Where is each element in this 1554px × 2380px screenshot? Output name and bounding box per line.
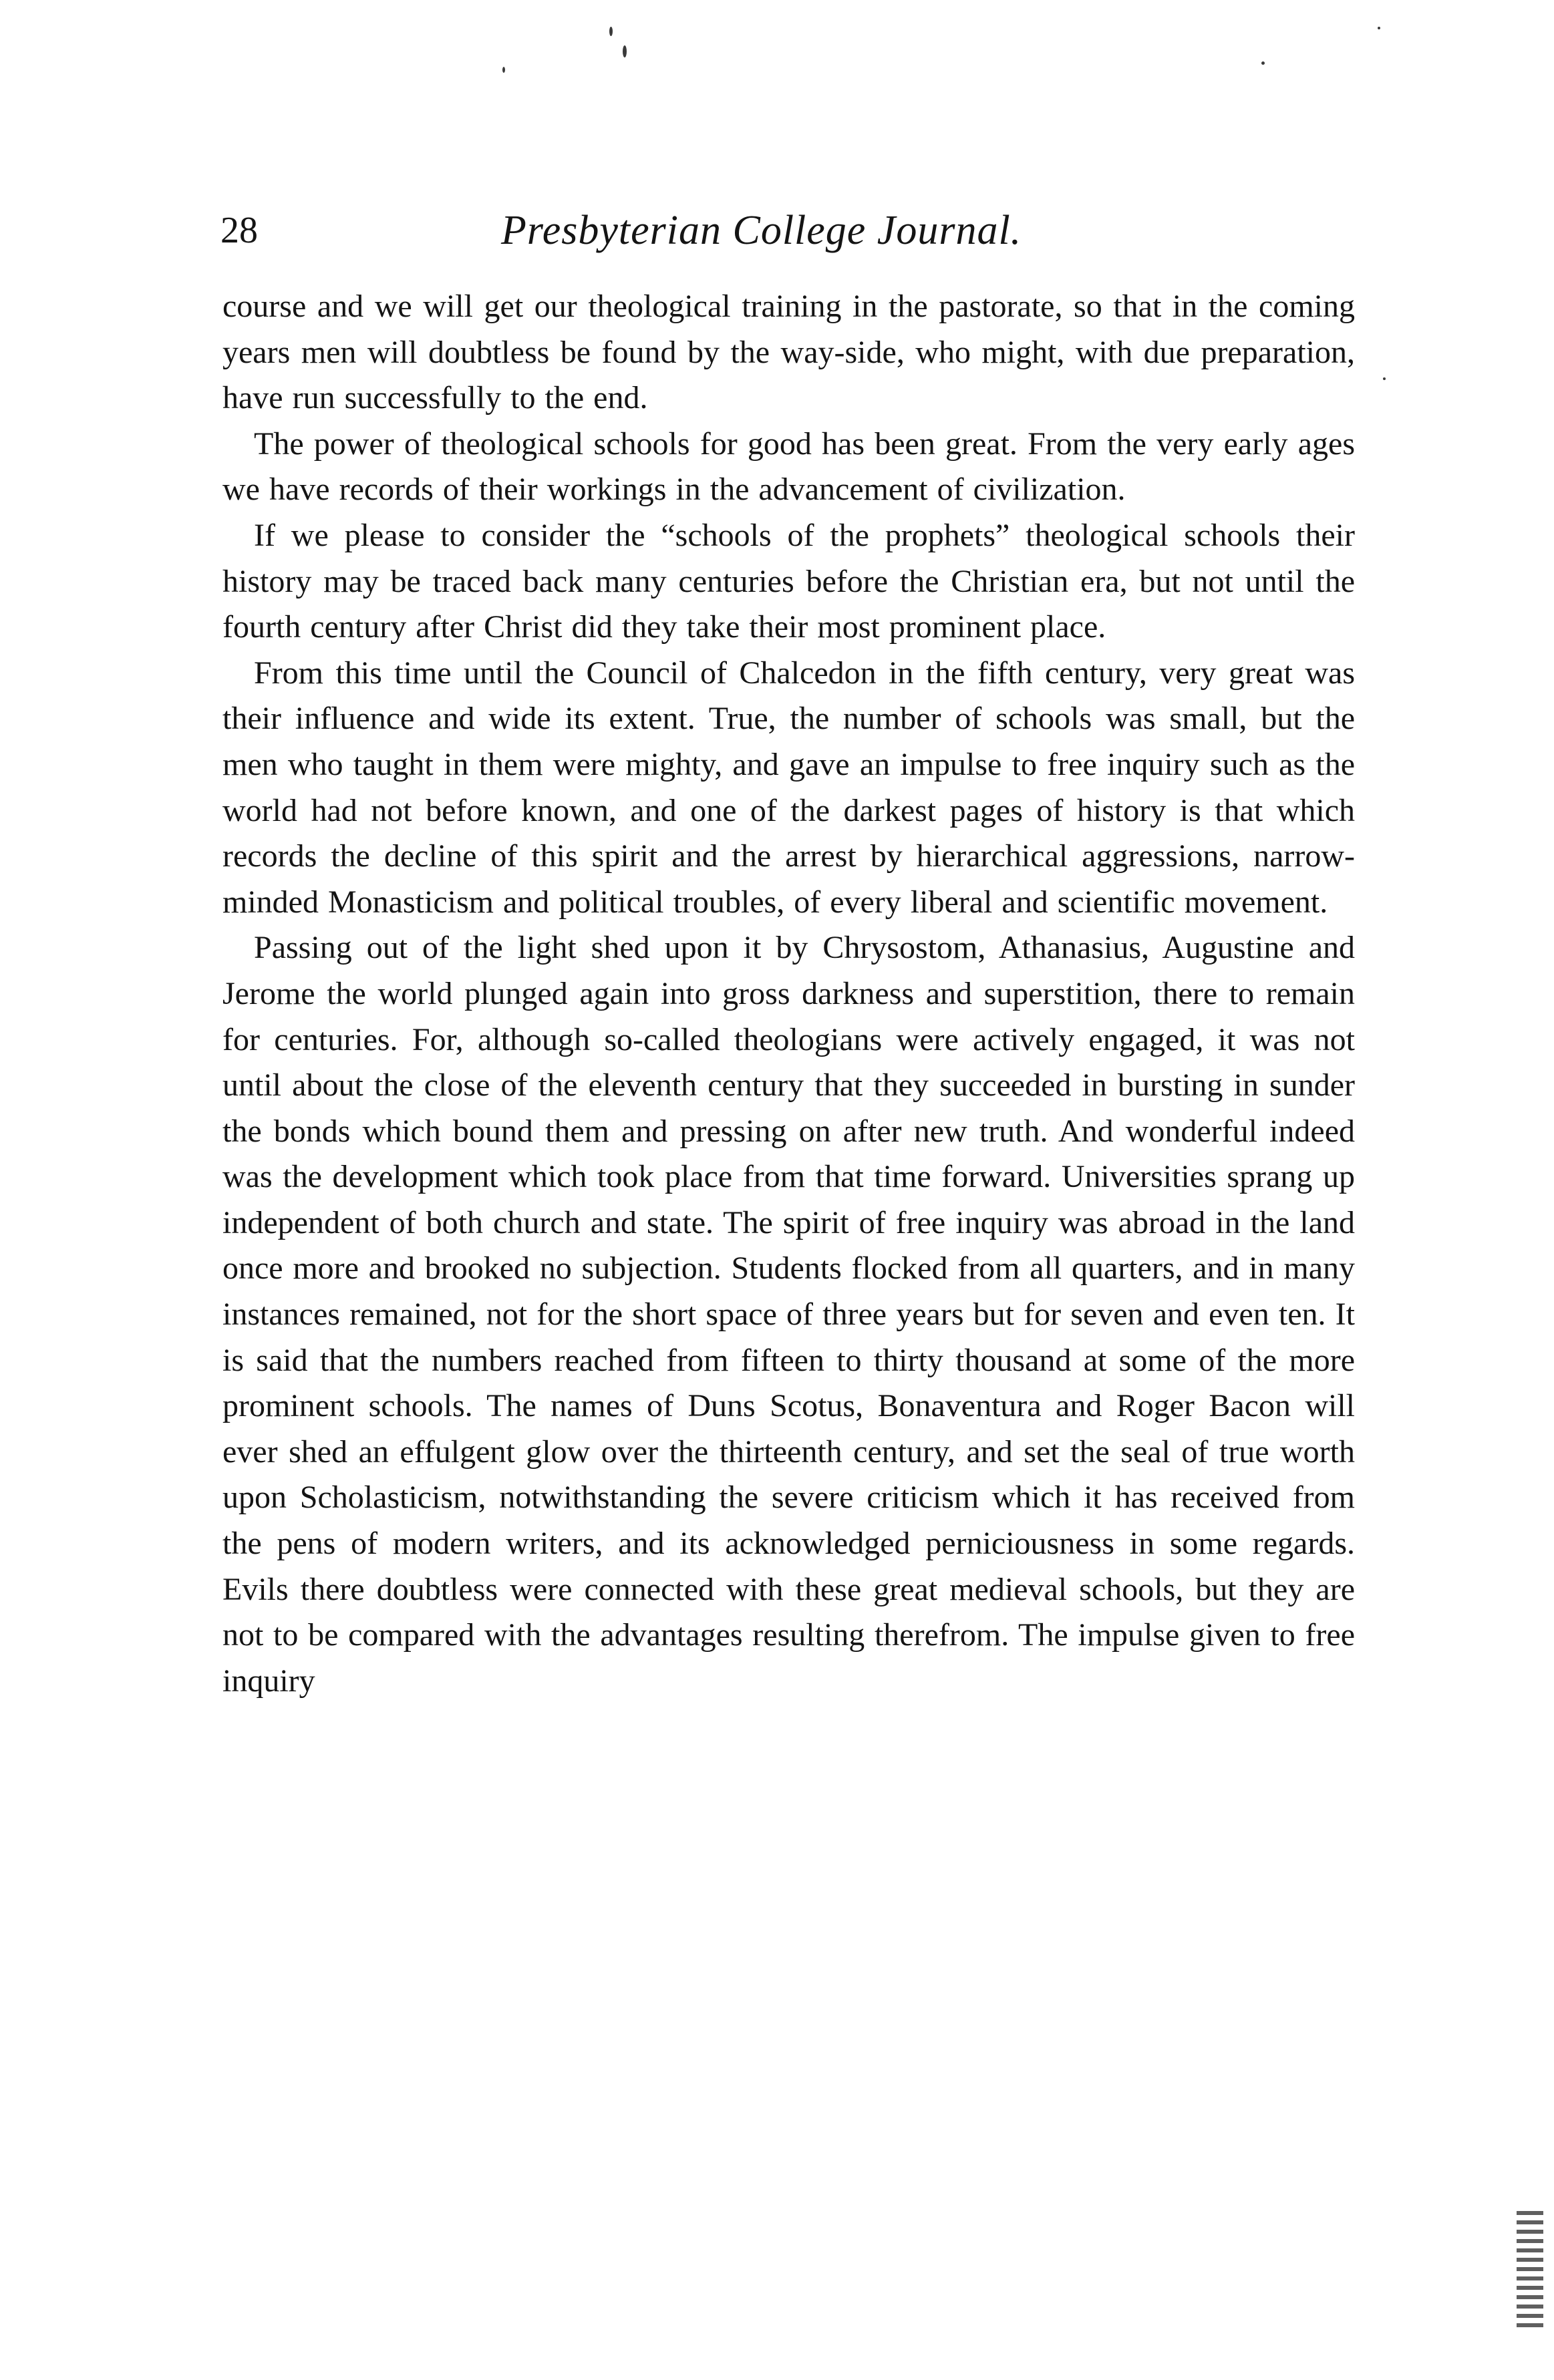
paragraph: From this time until the Council of Chalcedon in the fifth century, very great was their influence and wide its extent. True, the number of schools was small, but the men who taught in them were mighty, and gave an impulse to free inquiry such as the world had not before known, and one of the darkest pages of history is that which records the decline of this spirit and the arrest by hierarchical aggressions, narrow-minded Monasticism and political troubles, of every liberal and scientific movement. <box>222 655 1355 920</box>
paragraph: The power of theological schools for good has been great. From the very early ages we have records of their workings in the advancement of civilization. <box>222 426 1355 508</box>
ink-speck <box>502 67 505 73</box>
ink-speck <box>1383 377 1386 380</box>
ink-speck <box>1378 27 1380 29</box>
scan-edge-mark <box>1517 2211 1543 2331</box>
running-title: Presbyterian College Journal. <box>501 208 1022 253</box>
page-header <box>220 204 1356 271</box>
ink-speck <box>623 45 627 57</box>
paragraph: Passing out of the light shed upon it by Chrysostom, Athanasius, Augustine and Jerome the world plunged again into gross darkness and superstition, there to remain for centuries. For, although so-called theologians were actively engaged, it was not until about the close of the eleventh century that they succeeded in bursting in sunder the bonds which bound them and pressing on after new truth. And wonderful indeed was the development which took place from that time forward. Universities sprang up independent of both church and state. The spirit of free inquiry was abroad in the land once more and brooked no subjection. Students flocked from all quarters, and in many instances remained, not for the short space of three years but for seven and even ten. It is said that the numbers reached from fifteen to thirty thousand at some of the more prominent schools. The names of Duns Scotus, Bonaventura and Roger Bacon will ever shed an effulgent glow over the thirteenth century, and set the seal of true worth upon Scholasticism, notwithstanding the severe criticism which it has received from the pens of modern writers, and its acknowledged perniciousness in some regards. Evils there doubtless were connected with these great medieval schools, but they are not to be compared with the advantages resulting therefrom. The impulse given to free inquiry <box>222 930 1355 1699</box>
paragraph-continued: course and we will get our theological training in the pastorate, so that in the coming years men will doubtless be found by the way-side, who might, with due preparation, have run successfully to the end. <box>222 289 1355 416</box>
ink-speck <box>1261 61 1265 65</box>
page-number: 28 <box>220 210 258 251</box>
paragraph: If we please to consider the “schools of the prophets” theological schools their history may be traced back many centuries before the Christian era, but not until the fourth century after Christ did they take their most prominent place. <box>222 517 1355 645</box>
body-text <box>222 284 1355 1704</box>
ink-speck <box>609 27 613 36</box>
